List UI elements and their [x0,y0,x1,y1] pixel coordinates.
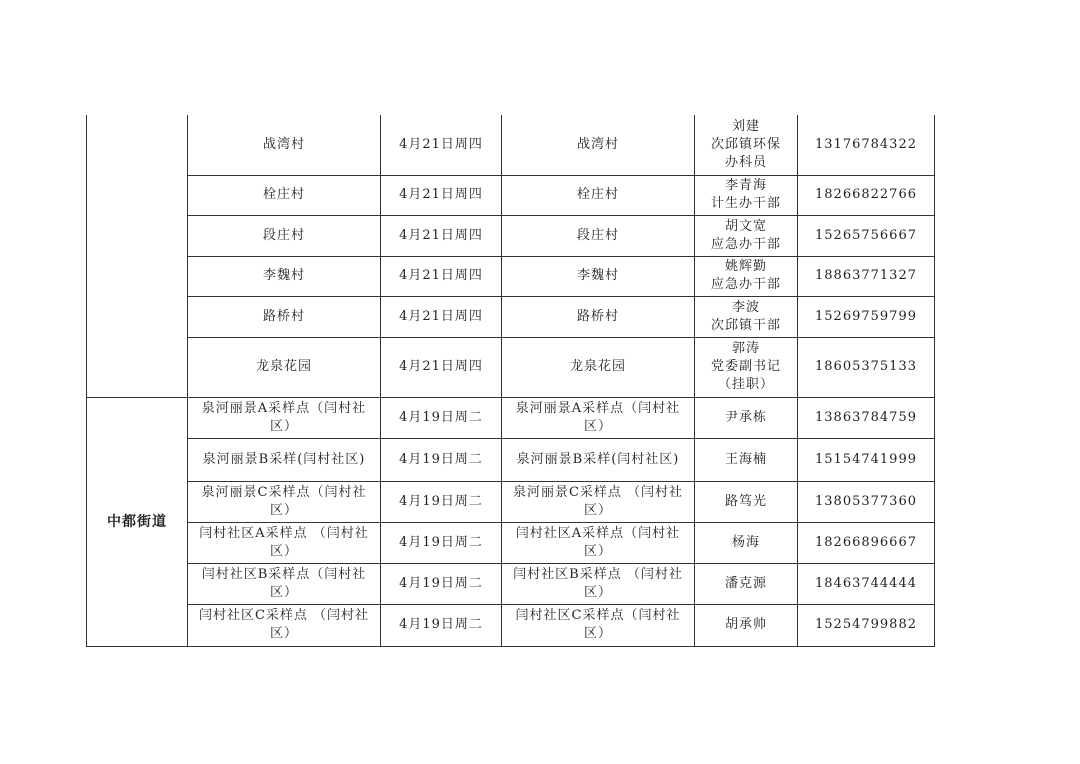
contact-cell [695,175,798,215]
table-row [87,481,935,522]
contact-line: 党委副书记 [710,359,781,374]
contact-line: （挂职） [717,377,774,392]
place-cell: 段庄村 [502,215,695,256]
phone-cell: 18266822766 [798,175,935,215]
date-cell: 4月19日周二 [381,522,502,563]
place-cell: 泉河丽景B采样(闫村社区) [502,438,695,481]
site-cell: 闫村社区A采样点 （闫村社区） [188,522,381,563]
group-name-cell [87,115,188,397]
table-row [87,522,935,563]
phone-cell: 18605375133 [798,337,935,397]
contact-line: 李波 [731,299,760,315]
site-cell: 李魏村 [188,256,381,296]
contact-cell [695,115,798,175]
contact-line: 胡承帅 [724,617,767,632]
place-cell: 战湾村 [502,115,695,175]
table-row [87,438,935,481]
contact-cell [695,215,798,256]
site-cell: 战湾村 [188,115,381,175]
contact-line: 计生办干部 [710,196,781,211]
date-cell: 4月21日周四 [381,175,502,215]
contact-line: 杨海 [731,534,760,550]
date-cell: 4月19日周二 [381,397,502,438]
contact-line: 郭涛 [731,341,760,356]
contact-line: 应急办干部 [710,277,781,292]
phone-cell: 18266896667 [798,522,935,563]
place-cell: 栓庄村 [502,175,695,215]
table-row [87,337,935,397]
place-cell: 龙泉花园 [502,337,695,397]
phone-cell: 18863771327 [798,256,935,296]
date-cell: 4月19日周二 [381,438,502,481]
place-cell: 闫村社区A采样点（闫村社区） [502,522,695,563]
table-row [87,296,935,337]
contact-line: 次邱镇环保 [710,136,781,152]
site-cell: 段庄村 [188,215,381,256]
contact-cell [695,397,798,438]
site-cell: 路桥村 [188,296,381,337]
group-name-cell: 中都街道 [87,397,188,646]
contact-cell [695,481,798,522]
contact-line: 李青海 [724,178,767,193]
phone-cell: 13863784759 [798,397,935,438]
place-cell: 路桥村 [502,296,695,337]
sampling-schedule-table [86,115,935,647]
contact-cell [695,522,798,563]
contact-line: 姚辉勤 [724,259,767,274]
table-row [87,563,935,604]
date-cell: 4月21日周四 [381,115,502,175]
phone-cell: 15254799882 [798,604,935,646]
date-cell: 4月21日周四 [381,337,502,397]
contact-line: 办科员 [724,154,767,170]
contact-line: 潘克源 [724,575,767,591]
contact-line: 次邱镇干部 [710,317,781,333]
date-cell: 4月21日周四 [381,256,502,296]
site-cell: 栓庄村 [188,175,381,215]
date-cell: 4月19日周二 [381,563,502,604]
site-cell: 泉河丽景A采样点（闫村社区） [188,397,381,438]
contact-cell [695,438,798,481]
table-row [87,397,935,438]
table-row [87,604,935,646]
place-cell: 闫村社区C采样点（闫村社区） [502,604,695,646]
site-cell: 闫村社区C采样点 （闫村社区） [188,604,381,646]
phone-cell: 15265756667 [798,215,935,256]
site-cell: 闫村社区B采样点（闫村社区） [188,563,381,604]
contact-line: 应急办干部 [710,236,781,252]
place-cell: 泉河丽景A采样点（闫村社区） [502,397,695,438]
phone-cell: 13805377360 [798,481,935,522]
contact-cell [695,604,798,646]
table-body [87,115,935,646]
site-cell: 龙泉花园 [188,337,381,397]
phone-cell: 18463744444 [798,563,935,604]
contact-cell [695,563,798,604]
table-row [87,115,935,175]
contact-line: 刘建 [731,118,760,134]
contact-line: 王海楠 [724,451,767,467]
contact-cell [695,337,798,397]
contact-line: 尹承栋 [724,409,767,425]
date-cell: 4月19日周二 [381,604,502,646]
date-cell: 4月21日周四 [381,296,502,337]
date-cell: 4月21日周四 [381,215,502,256]
phone-cell: 13176784322 [798,115,935,175]
contact-line: 路笃光 [724,493,767,509]
table-row [87,215,935,256]
phone-cell: 15269759799 [798,296,935,337]
date-cell: 4月19日周二 [381,481,502,522]
place-cell: 闫村社区B采样点 （闫村社区） [502,563,695,604]
contact-cell [695,256,798,296]
site-cell: 泉河丽景B采样(闫村社区) [188,438,381,481]
contact-line: 胡文宽 [724,218,767,234]
place-cell: 李魏村 [502,256,695,296]
site-cell: 泉河丽景C采样点（闫村社区） [188,481,381,522]
table-row [87,175,935,215]
contact-cell [695,296,798,337]
phone-cell: 15154741999 [798,438,935,481]
place-cell: 泉河丽景C采样点 （闫村社区） [502,481,695,522]
table-row [87,256,935,296]
